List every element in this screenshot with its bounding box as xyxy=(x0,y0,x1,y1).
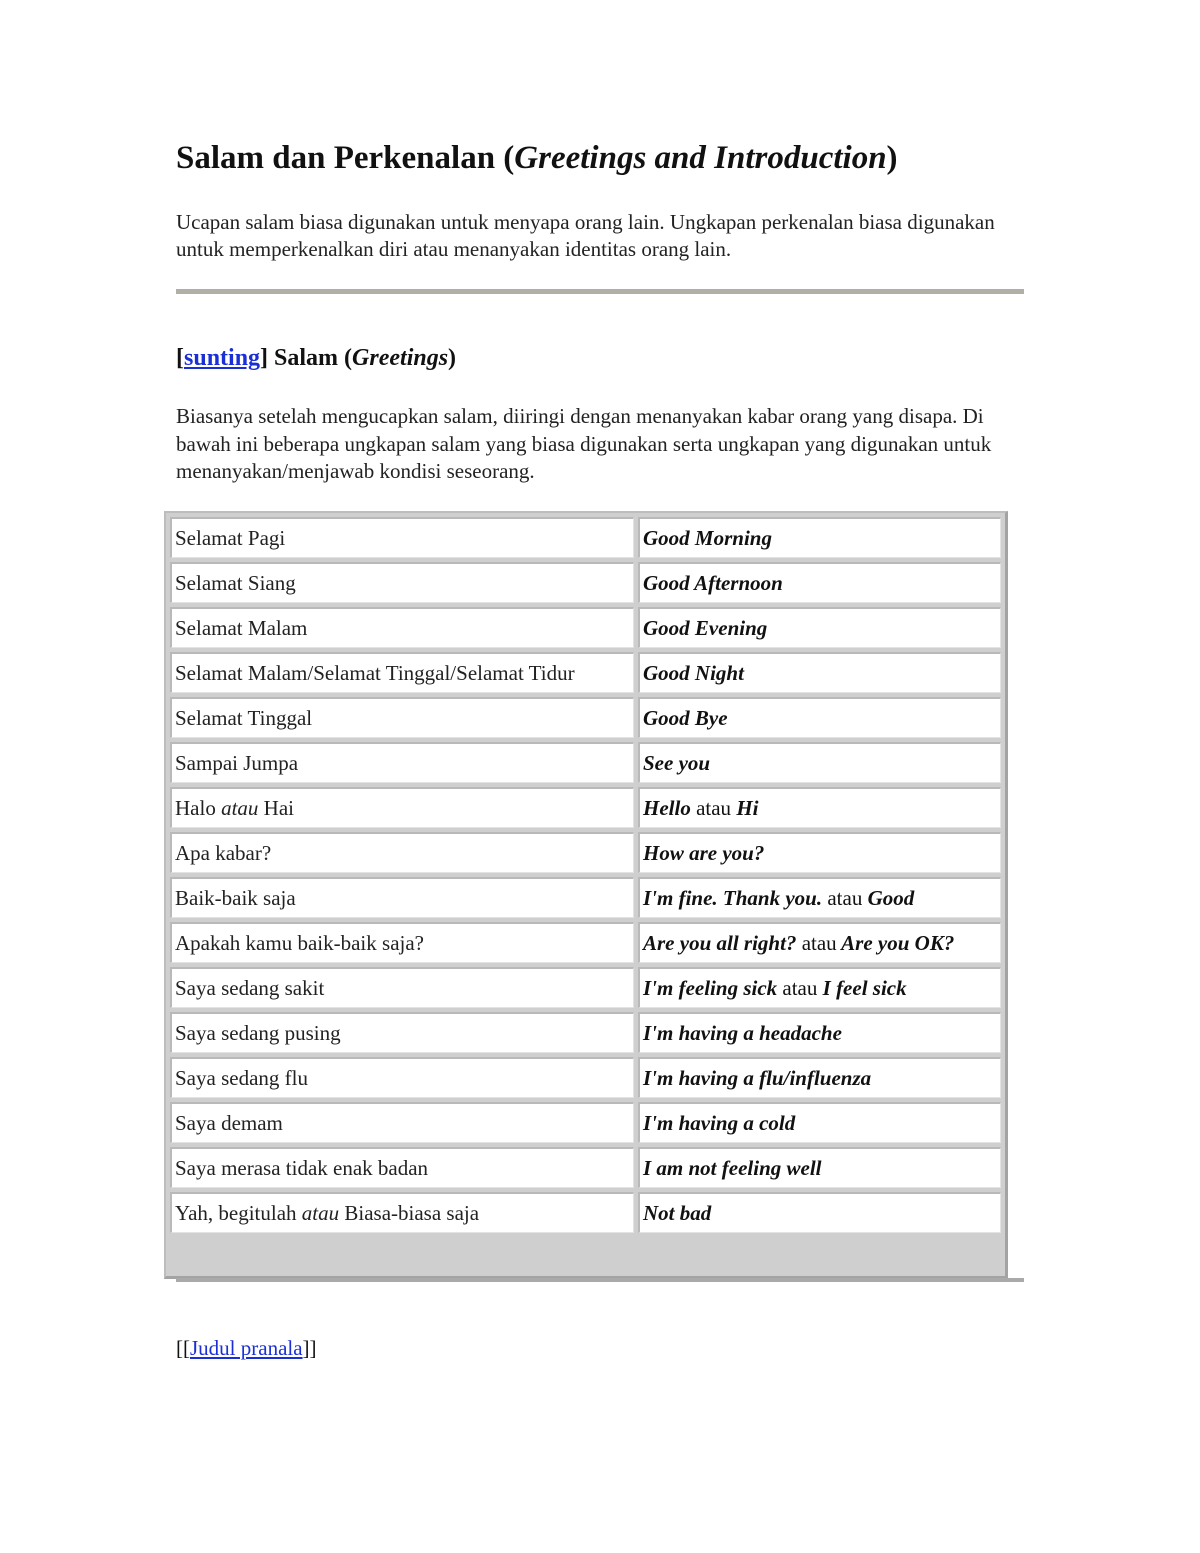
english-cell: I'm having a flu/influenza xyxy=(638,1057,1001,1098)
table-row xyxy=(170,742,1001,783)
connector-word: atau xyxy=(827,885,863,910)
intro-paragraph: Ucapan salam biasa digunakan untuk menyapa orang lain. Ungkapan perkenalan biasa digunakan untuk memperkenalkan diri atau menanyakan identitas orang lain. xyxy=(176,210,995,261)
title-close: ) xyxy=(886,140,898,176)
indonesian-cell xyxy=(170,787,634,828)
indonesian-cell: Saya sedang pusing xyxy=(170,1012,634,1053)
english-cell: How are you? xyxy=(638,832,1001,873)
indonesian-cell: Selamat Siang xyxy=(170,562,634,603)
footer-close: ]] xyxy=(302,1336,317,1360)
phrase-part: I'm feeling sick xyxy=(643,975,778,1000)
phrase-part: Halo xyxy=(175,795,216,820)
indonesian-cell xyxy=(170,1192,634,1233)
heading-close: ) xyxy=(448,345,457,371)
table-row xyxy=(170,652,1001,693)
indonesian-cell: Saya sedang flu xyxy=(170,1057,634,1098)
indonesian-cell: Apakah kamu baik-baik saja? xyxy=(170,922,634,963)
english-cell: See you xyxy=(638,742,1001,783)
indonesian-cell: Saya sedang sakit xyxy=(170,967,634,1008)
english-cell: I am not feeling well xyxy=(638,1147,1001,1188)
connector-word: atau xyxy=(801,930,837,955)
table-bottom-rule xyxy=(176,1278,1024,1282)
title-italic: Greetings and Introduction xyxy=(514,140,887,176)
title-main: Salam dan Perkenalan ( xyxy=(176,140,515,176)
horizontal-rule xyxy=(176,289,1024,294)
table-row xyxy=(170,1057,1001,1098)
indonesian-cell: Baik-baik saja xyxy=(170,877,634,918)
heading-open-bracket: [ xyxy=(176,345,184,371)
phrase-part: Hi xyxy=(736,795,759,820)
connector-word: atau xyxy=(696,795,732,820)
section-heading-salam xyxy=(176,345,456,372)
phrases-table xyxy=(166,513,1005,1237)
table-row xyxy=(170,517,1001,558)
table-row xyxy=(170,787,1001,828)
phrase-part: Are you all right? xyxy=(643,930,797,955)
table-row xyxy=(170,697,1001,738)
phrase-part: I'm fine. Thank you. xyxy=(643,885,823,910)
table-row xyxy=(170,877,1001,918)
table-row xyxy=(170,562,1001,603)
english-cell xyxy=(638,922,1001,963)
english-cell: Not bad xyxy=(638,1192,1001,1233)
english-cell: I'm having a headache xyxy=(638,1012,1001,1053)
english-cell: Good Morning xyxy=(638,517,1001,558)
indonesian-cell: Sampai Jumpa xyxy=(170,742,634,783)
phrase-part: Yah, begitulah xyxy=(175,1200,297,1225)
indonesian-cell: Saya merasa tidak enak badan xyxy=(170,1147,634,1188)
table-row xyxy=(170,967,1001,1008)
table-row xyxy=(170,1012,1001,1053)
english-cell: I'm having a cold xyxy=(638,1102,1001,1143)
edit-section-link[interactable]: sunting xyxy=(184,345,261,371)
table-row xyxy=(170,922,1001,963)
phrase-part: Are you OK? xyxy=(841,930,955,955)
footer-open: [[ xyxy=(176,1336,190,1360)
heading-label: ] Salam ( xyxy=(260,345,353,371)
english-cell: Good Afternoon xyxy=(638,562,1001,603)
indonesian-cell: Selamat Malam/Selamat Tinggal/Selamat Tidur xyxy=(170,652,634,693)
english-cell xyxy=(638,877,1001,918)
indonesian-cell: Selamat Tinggal xyxy=(170,697,634,738)
table-row xyxy=(170,607,1001,648)
phrase-part: Biasa-biasa saja xyxy=(344,1200,480,1225)
phrase-part: Hai xyxy=(263,795,294,820)
footer-link-line xyxy=(176,1336,317,1361)
table-row xyxy=(170,1192,1001,1233)
english-cell: Good Night xyxy=(638,652,1001,693)
english-cell xyxy=(638,787,1001,828)
section-paragraph: Biasanya setelah mengucapkan salam, diiringi dengan menanyakan kabar orang yang disapa. Di bawah ini beberapa ungkapan salam yang biasa digunakan serta ungkapan yang digunakan untuk menanyakan/menjawab kondisi seseorang. xyxy=(176,404,992,483)
table-row xyxy=(170,832,1001,873)
indonesian-cell: Saya demam xyxy=(170,1102,634,1143)
english-cell xyxy=(638,967,1001,1008)
table-row xyxy=(170,1147,1001,1188)
indonesian-cell: Apa kabar? xyxy=(170,832,634,873)
connector-word: atau xyxy=(782,975,818,1000)
connector-word: atau xyxy=(301,1200,340,1225)
judul-pranala-link[interactable]: Judul pranala xyxy=(190,1336,303,1360)
indonesian-cell: Selamat Malam xyxy=(170,607,634,648)
english-cell: Good Evening xyxy=(638,607,1001,648)
phrase-part: Good xyxy=(867,885,915,910)
english-cell: Good Bye xyxy=(638,697,1001,738)
connector-word: atau xyxy=(221,795,259,820)
heading-italic: Greetings xyxy=(352,345,449,371)
phrase-part: I feel sick xyxy=(822,975,907,1000)
indonesian-cell: Selamat Pagi xyxy=(170,517,634,558)
greetings-table xyxy=(164,511,1008,1279)
phrase-part: Hello xyxy=(643,795,691,820)
page-title xyxy=(176,140,898,177)
table-row xyxy=(170,1102,1001,1143)
